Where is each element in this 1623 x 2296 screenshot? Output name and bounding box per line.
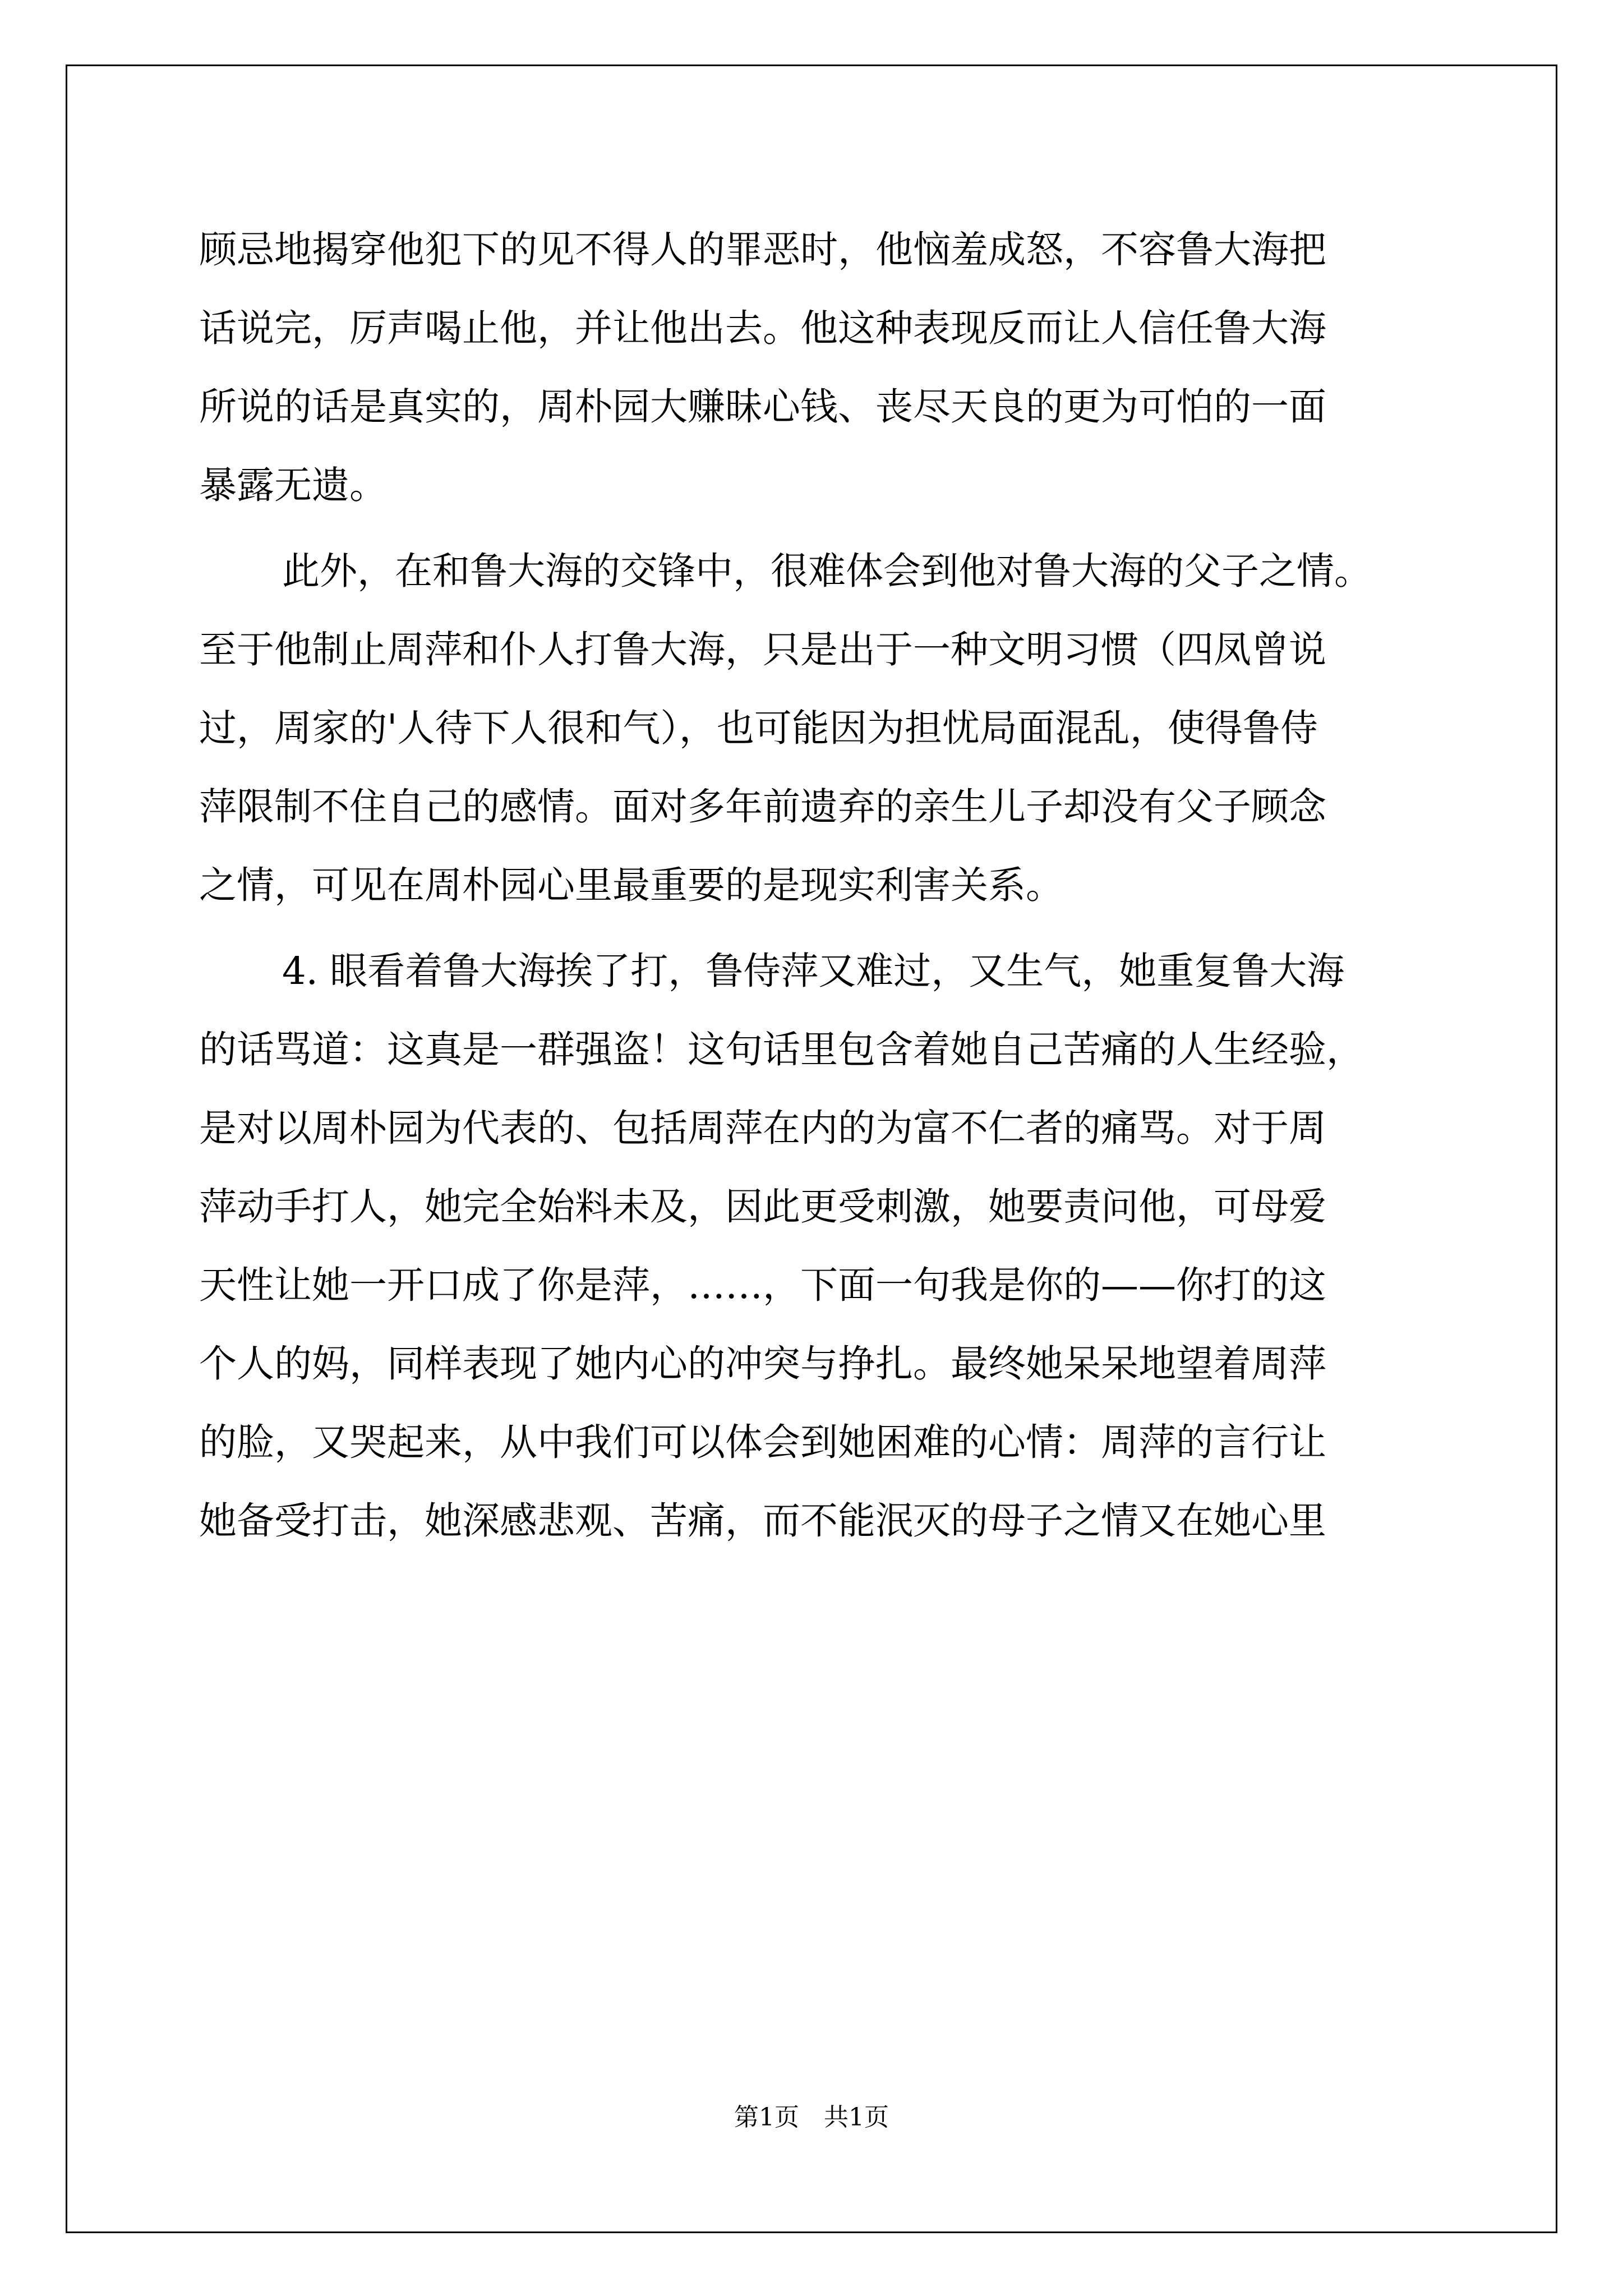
text-line: 的脸，又哭起来，从中我们可以体会到她困难的心情：周萍的言行让 bbox=[199, 1420, 1326, 1464]
text-line: 暴露无遗。 bbox=[199, 463, 387, 507]
text-line: 至于他制止周萍和仆人打鲁大海，只是出于一种文明习惯（四凤曾说 bbox=[199, 628, 1326, 671]
paragraph bbox=[199, 210, 1427, 524]
text-line: 萍动手打人，她完全始料未及，因此更受刺激，她要责问他，可母爱 bbox=[199, 1185, 1326, 1228]
paragraph-gap bbox=[199, 524, 1427, 532]
document-body bbox=[199, 210, 1427, 1560]
text-line: 的话骂道：这真是一群强盗！这句话里包含着她自己苦痛的人生经验， bbox=[199, 1028, 1364, 1071]
text-line: 所说的话是真实的，周朴园大赚昧心钱、丧尽天良的更为可怕的一面 bbox=[199, 385, 1326, 429]
text-line: 她备受打击，她深感悲观、苦痛，而不能泯灭的母子之情又在她心里 bbox=[199, 1499, 1326, 1543]
paragraph-gap bbox=[199, 924, 1427, 932]
text-line: 话说完，厉声喝止他，并让他出去。他这种表现反而让人信任鲁大海 bbox=[199, 306, 1326, 350]
text-line: 过，周家的'人待下人很和气），也可能因为担忧局面混乱，使得鲁侍 bbox=[199, 706, 1318, 750]
text-line: 顾忌地揭穿他犯下的见不得人的罪恶时，他恼羞成怒，不容鲁大海把 bbox=[199, 228, 1326, 272]
page-footer: 第1页 共1页 bbox=[734, 2103, 889, 2132]
paragraph bbox=[199, 532, 1427, 924]
text-line: 之情，可见在周朴园心里最重要的是现实利害关系。 bbox=[199, 863, 1063, 907]
text-line: 是对以周朴园为代表的、包括周萍在内的为富不仁者的痛骂。对于周 bbox=[199, 1106, 1326, 1150]
text-line: 此外，在和鲁大海的交锋中，很难体会到他对鲁大海的父子之情。 bbox=[282, 549, 1372, 593]
text-line: 萍限制不住自己的感情。面对多年前遗弃的亲生儿子却没有父子顾念 bbox=[199, 785, 1326, 829]
text-line: 4. 眼看着鲁大海挨了打，鲁侍萍又难过，又生气，她重复鲁大海 bbox=[282, 949, 1345, 993]
text-line: 天性让她一开口成了你是萍，……，下面一句我是你的——你打的这 bbox=[199, 1263, 1326, 1307]
text-line: 个人的妈，同样表现了她内心的冲突与挣扎。最终她呆呆地望着周萍 bbox=[199, 1342, 1326, 1386]
paragraph bbox=[199, 932, 1427, 1560]
